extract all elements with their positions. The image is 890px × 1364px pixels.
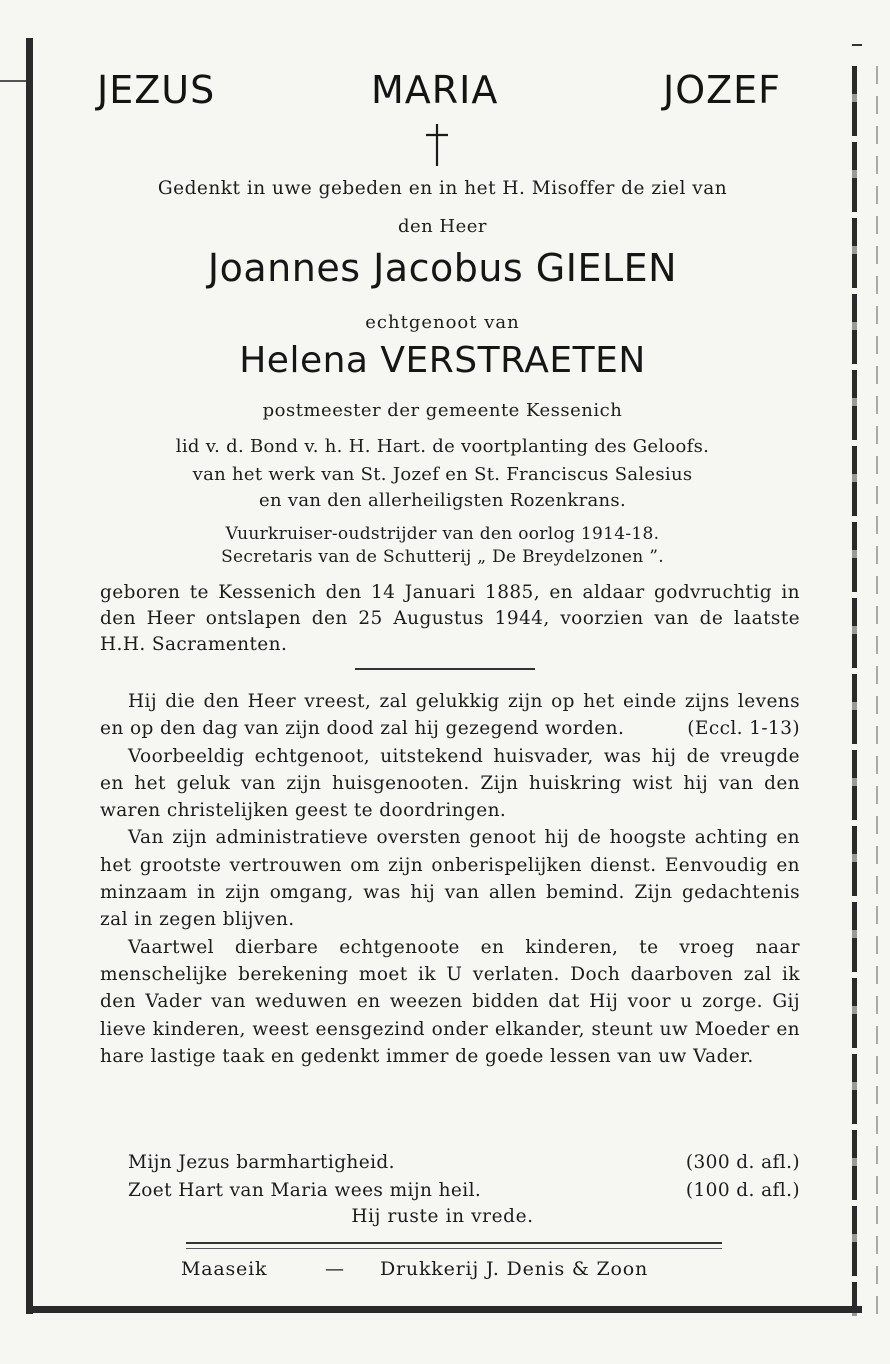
prayer-text: Zoet Hart van Maria wees mijn heil. bbox=[128, 1180, 482, 1201]
spouse-name: Helena VERSTRAETEN bbox=[239, 340, 646, 381]
latin-cross-icon bbox=[422, 120, 452, 168]
indulgence-text: (100 d. afl.) bbox=[685, 1180, 800, 1201]
eulogy-paragraph-2: Van zijn administratieve oversten genoot hij de hoogste achting en het grootste vertrouwen om zijn onberispelijken dienst. Eenvoudig en minzaam in zijn omgang, was hij van allen bemind. Zijn gedachtenis zal in zegen blijven. bbox=[100, 827, 800, 931]
footer-divider bbox=[186, 1242, 722, 1244]
role-line-6: Secretaris van de Schutterij „ De Breydelzonen ”. bbox=[221, 547, 664, 567]
header-maria: MARIA bbox=[371, 68, 499, 112]
role-line-3: van het werk van St. Jozef en St. Franciscus Salesius bbox=[192, 464, 693, 485]
footer-place: Maaseik bbox=[181, 1258, 268, 1280]
footer-divider-thin bbox=[186, 1248, 722, 1249]
role-line-4: en van den allerheiligsten Rozenkrans. bbox=[259, 490, 626, 511]
scan-edge-mark bbox=[852, 44, 862, 46]
deceased-name: Joannes Jacobus GIELEN bbox=[207, 246, 678, 290]
verse-text: Hij die den Heer vreest, zal gelukkig zijn op het einde zijns levens en op den dag van zijn dood zal hij gezegend worden. bbox=[100, 691, 800, 740]
header-jezus: JEZUS bbox=[97, 68, 216, 112]
memorial-card bbox=[40, 50, 845, 1295]
intro-line-2: den Heer bbox=[397, 216, 488, 237]
verse-reference: (Eccl. 1-13) bbox=[687, 718, 800, 740]
intro-line-1: Gedenkt in uwe gebeden en in het H. Misoffer de ziel van bbox=[157, 178, 728, 199]
card-border-bottom bbox=[26, 1306, 862, 1313]
role-line-2: lid v. d. Bond v. h. H. Hart. de voortplanting des Geloofs. bbox=[175, 436, 710, 457]
birth-death-paragraph: geboren te Kessenich den 14 Januari 1885, en aldaar godvruchtig in den Heer ontslapen den 25 Augustus 1944, voorzien van de laatste H.H. Sacramenten. bbox=[100, 582, 800, 655]
rest-in-peace-line: Hij ruste in vrede. bbox=[351, 1206, 534, 1227]
role-line-1: postmeester der gemeente Kessenich bbox=[262, 400, 623, 421]
role-line-5: Vuurkruiser-oudstrijder van den oorlog 1914-18. bbox=[225, 524, 660, 544]
verse-paragraph bbox=[100, 688, 800, 743]
header-jozef: JOZEF bbox=[663, 68, 782, 112]
card-border-right-faint bbox=[876, 66, 878, 1316]
footer-dash: — bbox=[325, 1258, 345, 1280]
footer-printer: Drukkerij J. Denis & Zoon bbox=[380, 1258, 648, 1280]
holy-names-header bbox=[40, 68, 845, 118]
eulogy-text bbox=[100, 688, 800, 1070]
indulgence-text: (300 d. afl.) bbox=[685, 1152, 800, 1173]
card-border-left bbox=[26, 38, 33, 1314]
spouse-intro: echtgenoot van bbox=[365, 312, 520, 333]
card-border-right bbox=[852, 66, 857, 1316]
eulogy-paragraph-1: Voorbeeldig echtgenoot, uitstekend huisvader, was hij de vreugde en het geluk van zijn huisgenooten. Zijn huiskring wist hij van den waren christelijken geest te doordringen. bbox=[100, 745, 800, 822]
eulogy-paragraph-3: Vaartwel dierbare echtgenoote en kinderen, te vroeg naar menschelijke berekening moet ik U verlaten. Doch daarboven zal ik den Vader van weduwen en weezen bidden dat Hij voor u zorge. Gij lieve kinderen, weest eensgezind onder elkander, steunt uw Moeder en hare lastige taak en gedenkt immer de goede lessen van uw Vader. bbox=[100, 936, 800, 1067]
prayer-text: Mijn Jezus barmhartigheid. bbox=[128, 1152, 395, 1173]
divider bbox=[355, 668, 535, 670]
